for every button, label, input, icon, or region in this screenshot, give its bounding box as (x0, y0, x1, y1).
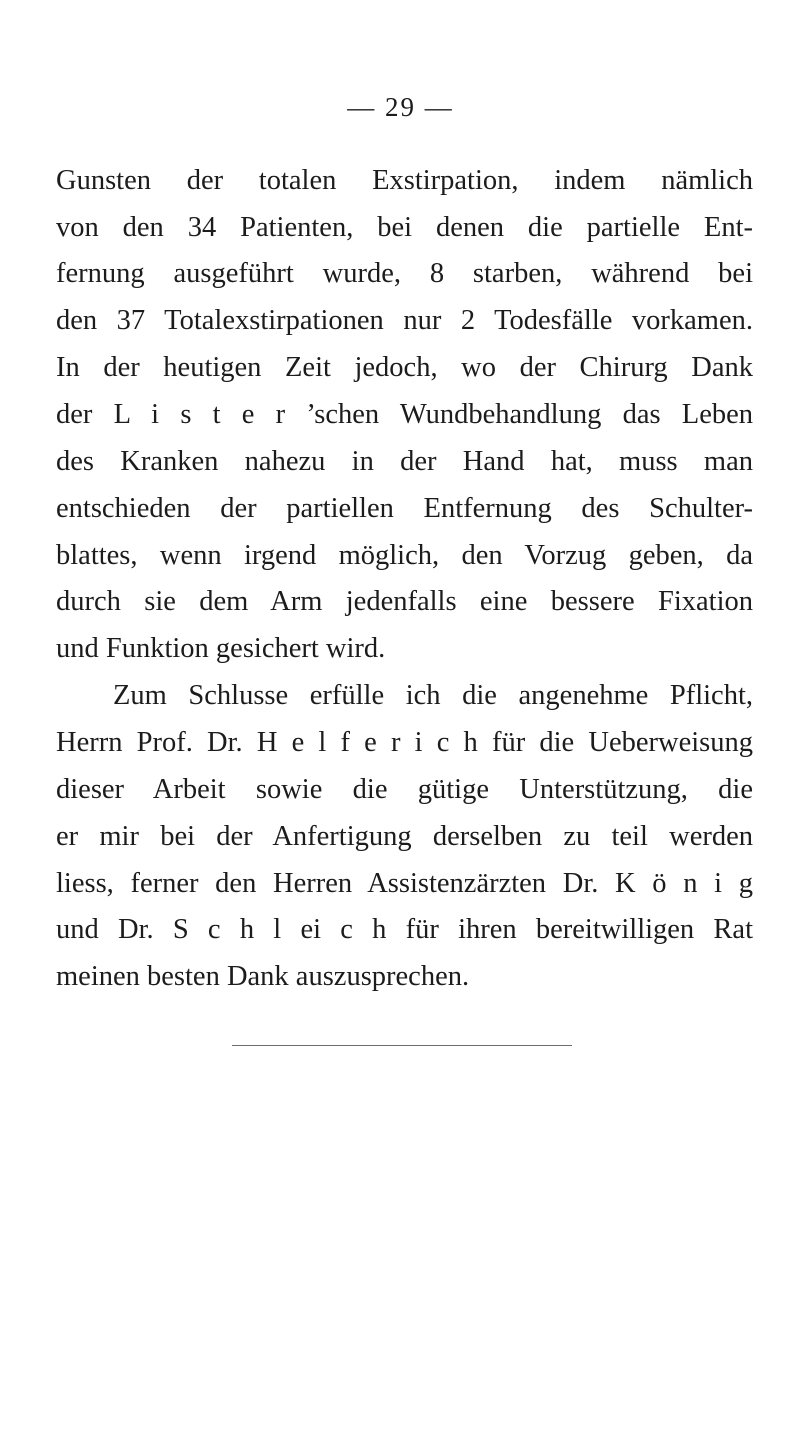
text-line: den 37 Totalexstirpationen nur 2 Todesfälle vorkamen. (56, 305, 753, 336)
text-line: fernung ausgeführt wurde, 8 starben, während bei (56, 258, 753, 289)
text-line: Herrn Prof. Dr. H e l f e r i c h für die Ueberweisung (56, 727, 753, 758)
text-line: von den 34 Patienten, bei denen die partielle Ent- (56, 212, 753, 243)
text-line: des Kranken nahezu in der Hand hat, muss man (56, 446, 753, 477)
text-line: Zum Schlusse erfülle ich die angenehme Pflicht, (113, 680, 753, 711)
text-line: entschieden der partiellen Entfernung des Schulter- (56, 493, 753, 524)
closing-rule (232, 1045, 572, 1046)
text-line: und Funktion gesichert wird. (56, 633, 386, 664)
text-line: und Dr. S c h l ei c h für ihren bereitwilligen Rat (56, 914, 753, 945)
text-line: Gunsten der totalen Exstirpation, indem nämlich (56, 165, 753, 196)
text-line: meinen besten Dank auszusprechen. (56, 961, 470, 992)
text-line: er mir bei der Anfertigung derselben zu teil werden (56, 821, 753, 852)
text-line: In der heutigen Zeit jedoch, wo der Chirurg Dank (56, 352, 753, 383)
text-line: dieser Arbeit sowie die gütige Unterstützung, die (56, 774, 753, 805)
page-number: — 29 — (347, 92, 454, 122)
text-line: durch sie dem Arm jedenfalls eine bessere Fixation (56, 586, 753, 617)
text-line: der L i s t e r ’schen Wundbehandlung das Leben (56, 399, 753, 430)
text-line: blattes, wenn irgend möglich, den Vorzug geben, da (56, 540, 753, 571)
text-line: liess, ferner den Herren Assistenzärzten Dr. K ö n i g (56, 868, 753, 899)
